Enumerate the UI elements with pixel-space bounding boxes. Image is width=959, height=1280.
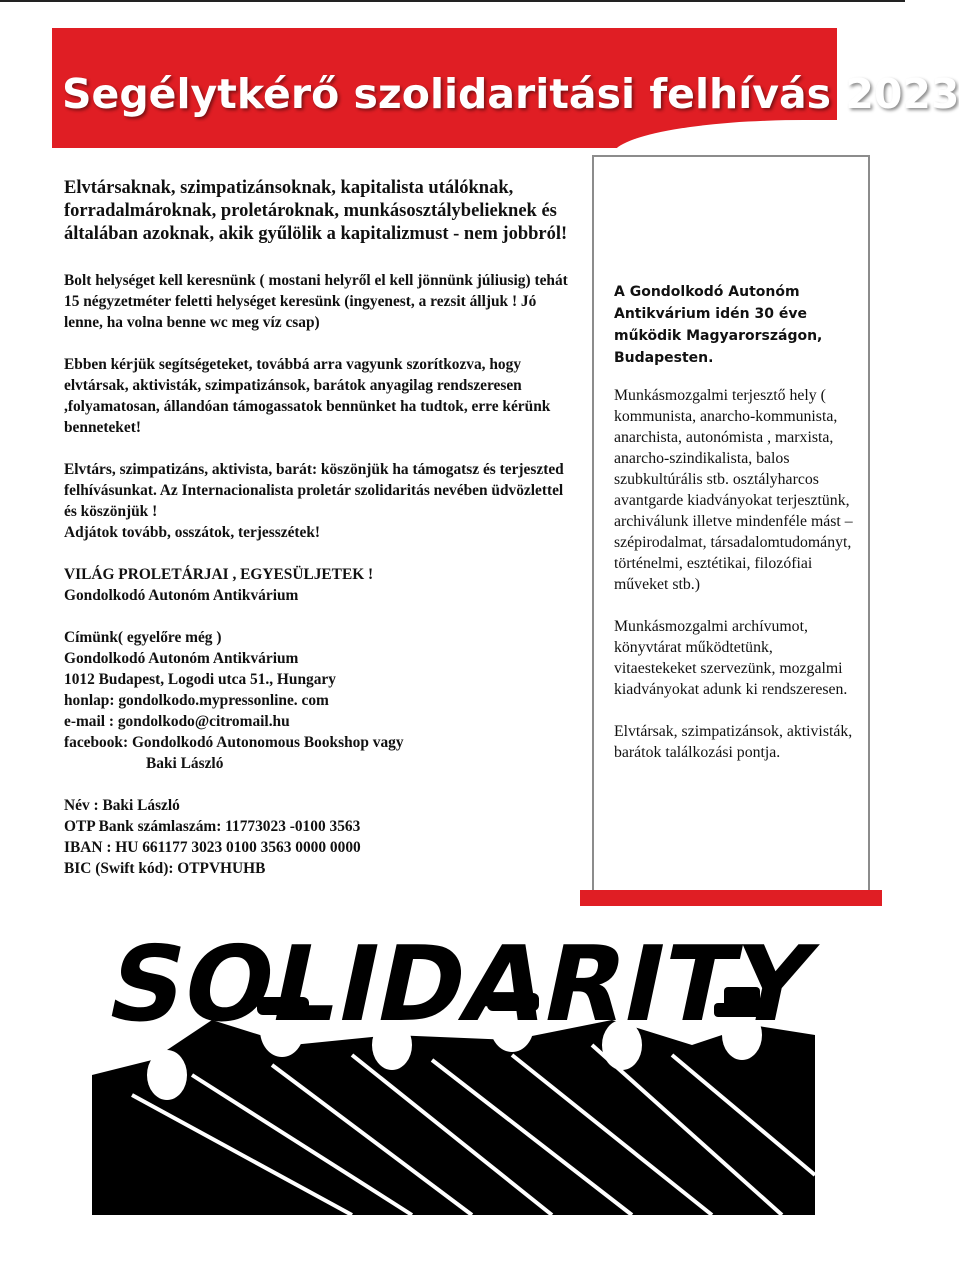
bank-name: Név : Baki László	[64, 797, 180, 814]
email: e-mail : gondolkodo@citromail.hu	[64, 713, 290, 730]
slogan: VILÁG PROLETÁRJAI , EGYESÜLJETEK !	[64, 566, 374, 583]
sidebar-text	[614, 385, 859, 763]
paragraph-support-request: Ebben kérjük segítségeteket, továbbá arra vagyunk szorítkozva, hogy elvtársak, aktivisták, szimpatizánsok, barátok anyagilag rendszeresen ,folyamatosan, állandóan támogassatok bennünket ha tudtok, erre kérünk benneteket!	[64, 356, 551, 436]
facebook: facebook: Gondolkodó Autonomous Bookshop vagy	[64, 734, 404, 751]
sidebar-paragraph-distribution: Munkásmozgalmi terjesztő hely ( kommunista, anarcho-kommunista, anarchista, autonómista , marxista, anarcho-szindikalista, balos szubkultúrális stb. osztályharcos avantgarde kiadványokat terjesztünk, archiválunk illetve mindenféle mást – szépirodalmat, társadalomtudományt, történelmi, esztétikai, filozófiai műveket stb.)	[614, 387, 853, 593]
sidebar-heading: A Gondolkodó Autonóm Antikvárium idén 30 éve működik Magyarországon, Budapesten.	[614, 284, 823, 366]
top-rule	[0, 0, 905, 2]
address-name: Gondolkodó Autonóm Antikvárium	[64, 650, 299, 667]
iban: IBAN : HU 661177 3023 0100 3563 0000 0000	[64, 839, 361, 856]
facebook-name: Baki László	[146, 755, 224, 772]
paragraph-shop-search: Bolt helységet kell keresnünk ( mostani helyről el kell jönnünk júliusig) tehát 15 négyzetméter feletti helységet keresünk (ingyenest, a rezsit álljuk ! Jó lenne, ha volna benne wc meg víz csap)	[64, 272, 568, 331]
title-banner	[52, 28, 959, 148]
solidarity-woodcut-image	[92, 923, 824, 1215]
signature: Gondolkodó Autonóm Antikvárium	[64, 587, 299, 604]
address-street: 1012 Budapest, Logodi utca 51., Hungary	[64, 671, 336, 688]
sidebar-paragraph-meeting: Elvtársak, szimpatizánsok, aktivisták, barátok találkozási pontja.	[614, 723, 853, 761]
bic: BIC (Swift kód): OTPVHUHB	[64, 860, 266, 877]
intro-paragraph: Elvtársaknak, szimpatizánsoknak, kapitalista utálóknak, forradalmároknak, proletároknak, munkásosztálybelieknek és általában azoknak, akik gyűlölik a kapitalizmust - nem jobbról!	[64, 178, 568, 244]
homepage: honlap: gondolkodo.mypressonline. com	[64, 692, 329, 709]
page-title: Segélytkérő szolidaritási felhívás 2023	[62, 70, 959, 118]
paragraph-thanks: Elvtárs, szimpatizáns, aktivista, barát: köszönjük ha támogatsz és terjeszted felhívásunkat. Az Internacionalista proletár szolidaritás nevében üdvözlettel és köszönjük !	[64, 461, 564, 520]
address-label: Címünk( egyelőre még )	[64, 629, 222, 646]
main-column	[64, 270, 574, 879]
sidebar-red-bar	[580, 890, 882, 906]
paragraph-share: Adjátok tovább, osszátok, terjesszétek!	[64, 524, 321, 541]
solidarity-word: SOLIDARITY	[97, 923, 824, 1045]
bank-account: OTP Bank számlaszám: 11773023 -0100 3563	[64, 818, 361, 835]
sidebar-paragraph-archive: Munkásmozgalmi archívumot, könyvtárat működtetünk, vitaestekeket szervezünk, mozgalmi kiadványokat adunk ki rendszeresen.	[614, 618, 848, 698]
